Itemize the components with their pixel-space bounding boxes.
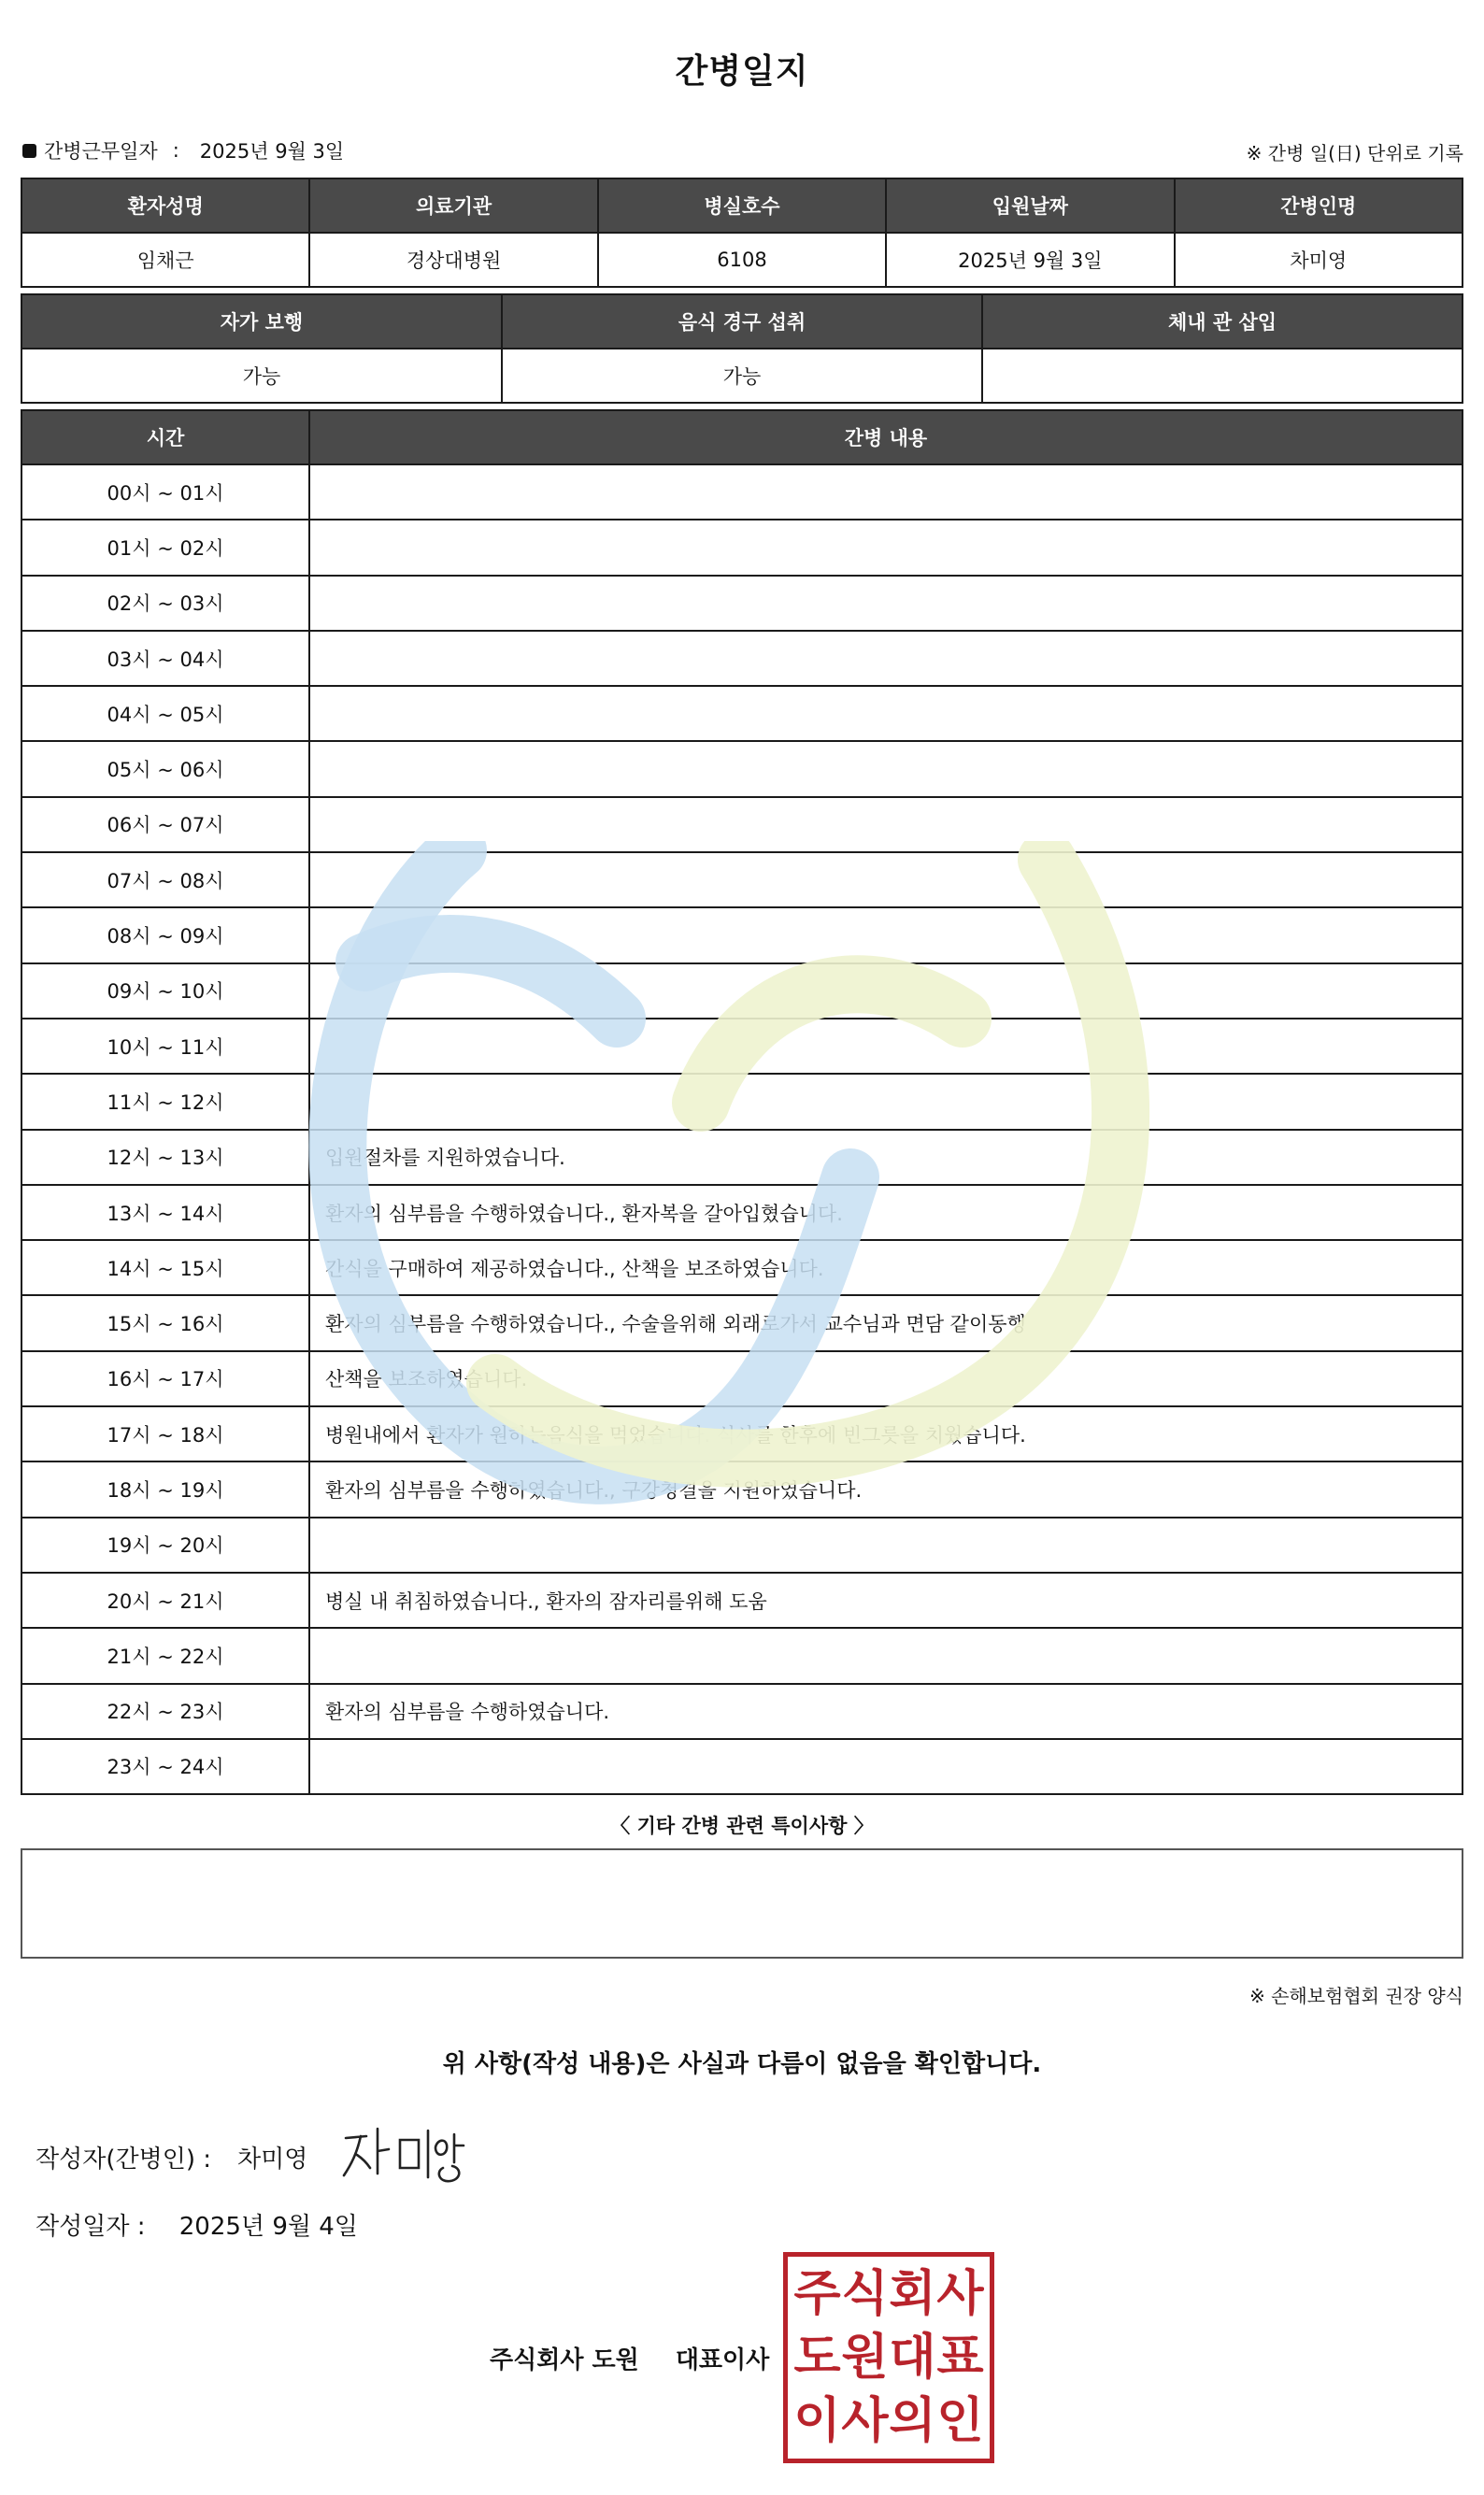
time-slot: 11시 ~ 12시: [21, 1074, 309, 1129]
time-slot: 21시 ~ 22시: [21, 1628, 309, 1683]
ability-header-row: [21, 294, 1463, 349]
company-signature-line: [490, 2341, 769, 2375]
seal-char: 인: [936, 2393, 984, 2449]
header-care-content: 간병 내용: [309, 410, 1463, 464]
time-slot: 20시 ~ 21시: [21, 1573, 309, 1628]
time-slot: 17시 ~ 18시: [21, 1406, 309, 1461]
care-content: 간식을 구매하여 제공하였습니다., 산책을 보조하였습니다.: [309, 1240, 1463, 1295]
header-caregiver-name: 간병인명: [1175, 178, 1463, 233]
time-slot: 13시 ~ 14시: [21, 1185, 309, 1240]
care-header-row: [21, 410, 1463, 464]
table-row: [21, 963, 1463, 1019]
write-date-value: 2025년 9월 4일: [178, 2213, 358, 2241]
write-date-row: [36, 2207, 358, 2242]
header-oral-intake: 음식 경구 섭취: [502, 294, 982, 349]
care-content: [309, 1739, 1463, 1794]
room-number: 6108: [598, 233, 886, 287]
care-content: 산책을 보조하였습니다.: [309, 1351, 1463, 1406]
table-row: [21, 1461, 1463, 1517]
confirmation-statement: 위 사항(작성 내용)은 사실과 다름이 없음을 확인합니다.: [442, 2050, 1042, 2078]
patient-info-table: [21, 178, 1463, 288]
work-date-value: 2025년 9월 3일: [199, 140, 345, 163]
care-content: [309, 1019, 1463, 1074]
self-walking: 가능: [21, 349, 502, 403]
seal-char: 주: [793, 2266, 841, 2322]
recommend-note: ※ 손해보험협회 권장 양식: [1249, 1985, 1463, 2007]
unit-note: ※ 간병 일(日) 단위로 기록: [1246, 142, 1463, 164]
table-row: [21, 1684, 1463, 1739]
ability-value-row: [21, 349, 1463, 403]
table-row: [21, 1019, 1463, 1074]
care-content: 병원내에서 환자가 원하는음식을 먹었습니다. 식사를 한후에 빈그릇을 치웠습니다.: [309, 1406, 1463, 1461]
care-content: [309, 963, 1463, 1019]
care-content: 환자의 심부름을 수행하였습니다.: [309, 1684, 1463, 1739]
patient-value-row: [21, 233, 1463, 287]
care-content: [309, 907, 1463, 962]
care-content: [309, 631, 1463, 686]
admission-date: 2025년 9월 3일: [886, 233, 1174, 287]
care-content: 병실 내 취침하였습니다., 환자의 잠자리를위해 도움: [309, 1573, 1463, 1628]
header-hospital: 의료기관: [309, 178, 597, 233]
care-content: [309, 1628, 1463, 1683]
bullet-square-icon: [22, 144, 36, 158]
table-row: [21, 1295, 1463, 1350]
writer-name: 차미영: [237, 2146, 308, 2174]
oral-intake: 가능: [502, 349, 982, 403]
care-content: 입원절차를 지원하였습니다.: [309, 1130, 1463, 1185]
remarks-title: 〈 기타 간병 관련 특이사항 〉: [610, 1815, 874, 1837]
care-log-table: [21, 409, 1463, 1795]
table-row: [21, 686, 1463, 741]
care-content: [309, 1074, 1463, 1129]
tube-insertion: [982, 349, 1463, 403]
table-row: [21, 1518, 1463, 1573]
seal-char: 식: [841, 2266, 889, 2322]
seal-char: 사: [841, 2393, 889, 2449]
table-row: [21, 1240, 1463, 1295]
care-content: [309, 686, 1463, 741]
care-content: 환자의 심부름을 수행하였습니다., 수술을위해 외래로가서 교수님과 면담 같이동행: [309, 1295, 1463, 1350]
table-row: [21, 741, 1463, 796]
care-content: [309, 741, 1463, 796]
company-name: 주식회사 도원: [490, 2346, 639, 2374]
care-content: [309, 852, 1463, 907]
representative-title: 대표이사: [675, 2346, 770, 2374]
care-content: 환자의 심부름을 수행하였습니다., 환자복을 갈아입혔습니다.: [309, 1185, 1463, 1240]
remarks-box: [21, 1848, 1463, 1959]
time-slot: 02시 ~ 03시: [21, 576, 309, 631]
time-slot: 19시 ~ 20시: [21, 1518, 309, 1573]
table-row: [21, 1406, 1463, 1461]
table-row: [21, 1739, 1463, 1794]
table-row: [21, 464, 1463, 520]
header-tube-insertion: 체내 관 삽입: [982, 294, 1463, 349]
care-content: [309, 576, 1463, 631]
seal-char: 이: [793, 2393, 841, 2449]
care-content: [309, 464, 1463, 520]
time-slot: 00시 ~ 01시: [21, 464, 309, 520]
time-slot: 22시 ~ 23시: [21, 1684, 309, 1739]
header-patient-name: 환자성명: [21, 178, 309, 233]
time-slot: 09시 ~ 10시: [21, 963, 309, 1019]
table-row: [21, 797, 1463, 852]
work-date-row: [22, 136, 344, 164]
writer-row: [36, 2140, 307, 2174]
time-slot: 12시 ~ 13시: [21, 1130, 309, 1185]
header-self-walking: 자가 보행: [21, 294, 502, 349]
seal-char: 의: [889, 2393, 936, 2449]
seal-char: 도: [793, 2330, 841, 2386]
hospital: 경상대병원: [309, 233, 597, 287]
patient-name: 임채근: [21, 233, 309, 287]
company-seal-stamp: [783, 2252, 994, 2463]
seal-char: 사: [936, 2266, 984, 2322]
time-slot: 03시 ~ 04시: [21, 631, 309, 686]
time-slot: 04시 ~ 05시: [21, 686, 309, 741]
table-row: [21, 1130, 1463, 1185]
time-slot: 01시 ~ 02시: [21, 520, 309, 575]
time-slot: 18시 ~ 19시: [21, 1461, 309, 1517]
ability-table: [21, 293, 1463, 404]
seal-char: 원: [841, 2330, 889, 2386]
seal-characters: [793, 2262, 984, 2453]
care-log-body: [21, 464, 1463, 1794]
time-slot: 16시 ~ 17시: [21, 1351, 309, 1406]
seal-char: 대: [889, 2330, 936, 2386]
time-slot: 06시 ~ 07시: [21, 797, 309, 852]
header-time: 시간: [21, 410, 309, 464]
time-slot: 23시 ~ 24시: [21, 1739, 309, 1794]
table-row: [21, 520, 1463, 575]
care-content: [309, 1518, 1463, 1573]
time-slot: 05시 ~ 06시: [21, 741, 309, 796]
time-slot: 08시 ~ 09시: [21, 907, 309, 962]
care-content: [309, 797, 1463, 852]
work-date-separator: :: [172, 139, 179, 162]
writer-label: 작성자(간병인) :: [36, 2146, 212, 2174]
handwritten-signature: [338, 2121, 478, 2187]
write-date-label: 작성일자 :: [36, 2213, 146, 2241]
seal-char: 회: [889, 2266, 936, 2322]
care-content: [309, 520, 1463, 575]
work-date-label: 간병근무일자: [44, 140, 158, 163]
table-row: [21, 1573, 1463, 1628]
header-room-number: 병실호수: [598, 178, 886, 233]
time-slot: 07시 ~ 08시: [21, 852, 309, 907]
seal-char: 표: [936, 2330, 984, 2386]
patient-header-row: [21, 178, 1463, 233]
table-row: [21, 907, 1463, 962]
table-row: [21, 1074, 1463, 1129]
care-content: 환자의 심부름을 수행하였습니다., 구강청결을 지원하였습니다.: [309, 1461, 1463, 1517]
table-row: [21, 631, 1463, 686]
table-row: [21, 576, 1463, 631]
time-slot: 15시 ~ 16시: [21, 1295, 309, 1350]
document-title: 간병일지: [675, 52, 809, 91]
time-slot: 10시 ~ 11시: [21, 1019, 309, 1074]
caregiver-name: 차미영: [1175, 233, 1463, 287]
time-slot: 14시 ~ 15시: [21, 1240, 309, 1295]
table-row: [21, 1185, 1463, 1240]
table-row: [21, 1628, 1463, 1683]
table-row: [21, 1351, 1463, 1406]
table-row: [21, 852, 1463, 907]
header-admission-date: 입원날짜: [886, 178, 1174, 233]
